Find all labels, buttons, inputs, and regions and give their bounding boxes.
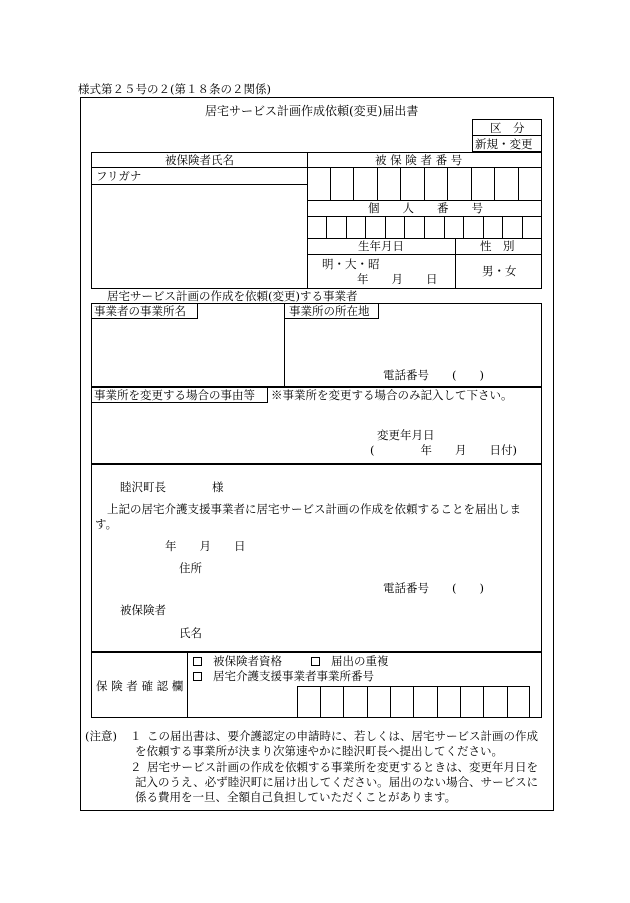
notes-label: (注意) xyxy=(85,729,117,743)
note-1-line2: を依頼する事業所が決まり次第速やかに睦沢町長へ提出してください。 xyxy=(135,744,503,758)
declaration-address-label: 住所 xyxy=(179,561,202,575)
checkbox-insured-qualification[interactable] xyxy=(193,657,202,666)
note-2-line1: 居宅サービス計画の作成を依頼する事業所を変更するときは、変更年月日を xyxy=(147,760,538,774)
checkbox-duplicate[interactable] xyxy=(311,657,320,666)
note-2-line3: 係る費用を一旦、全額自己負担していただくことがあります。 xyxy=(135,790,457,804)
change-reason-label: 事業所を変更する場合の事由等 xyxy=(94,388,255,402)
category-value: 新規・変更 xyxy=(475,137,533,151)
declaration-date: 年 月 日 xyxy=(165,539,246,553)
form-reference: 様式第２５号の２(第１８条の２関係) xyxy=(78,82,271,96)
check-item-office-number: 居宅介護支援事業者事業所番号 xyxy=(213,669,374,683)
checkbox-office-number[interactable] xyxy=(193,672,202,681)
change-date-value: ( 年 月 日付) xyxy=(370,443,517,457)
category-label: 区 分 xyxy=(490,121,525,135)
declaration-body-line2: す。 xyxy=(95,517,118,531)
note-2-line2: 記入のうえ、必ず睦沢町に届け出してください。届出のない場合、サービスに xyxy=(135,775,539,789)
personal-number-label: 個 人 番 号 xyxy=(368,201,483,215)
office-name-label: 事業者の事業所名 xyxy=(94,304,186,318)
furigana-label: フリガナ xyxy=(96,169,142,183)
provider-phone: 電話番号 ( ) xyxy=(383,368,484,382)
note-2-number: ２ xyxy=(130,760,142,774)
insurer-check-label: 保 険 者 確 認 欄 xyxy=(96,679,184,693)
declaration-name-label: 氏名 xyxy=(179,626,202,640)
check-item-duplicate: 届出の重複 xyxy=(331,654,389,668)
declaration-phone: 電話番号 ( ) xyxy=(383,581,484,595)
change-reason-note: ※事業所を変更する場合のみ記入して下さい。 xyxy=(271,388,513,402)
birth-date: 年 月 日 xyxy=(357,272,438,286)
birth-era: 明・大・昭 xyxy=(322,257,380,271)
declaration-insured-label: 被保険者 xyxy=(120,603,166,617)
insured-name-label: 被保険者氏名 xyxy=(165,153,234,167)
office-address-label: 事業所の所在地 xyxy=(289,304,370,318)
check-item-qualification: 被保険者資格 xyxy=(213,654,282,668)
insured-number-label: 被 保 険 者 番 号 xyxy=(375,153,463,167)
note-1-number: １ xyxy=(130,729,142,743)
sex-label: 性 別 xyxy=(480,239,515,253)
insured-table xyxy=(91,152,542,289)
change-date-label: 変更年月日 xyxy=(377,428,435,442)
birth-label: 生年月日 xyxy=(358,239,404,253)
form-title: 居宅サービス計画作成依頼(変更)届出書 xyxy=(205,104,419,118)
sex-value: 男・女 xyxy=(482,264,517,278)
declaration-addressee: 睦沢町長 様 xyxy=(120,480,224,494)
note-1-line1: この届出書は、要介護認定の申請時に、若しくは、居宅サービス計画の作成 xyxy=(147,729,538,743)
provider-section-label: 居宅サービス計画の作成を依頼(変更)する事業者 xyxy=(107,289,358,303)
declaration-body-line1: 上記の居宅介護支援事業者に居宅サービス計画の作成を依頼することを届出しま xyxy=(107,502,521,516)
